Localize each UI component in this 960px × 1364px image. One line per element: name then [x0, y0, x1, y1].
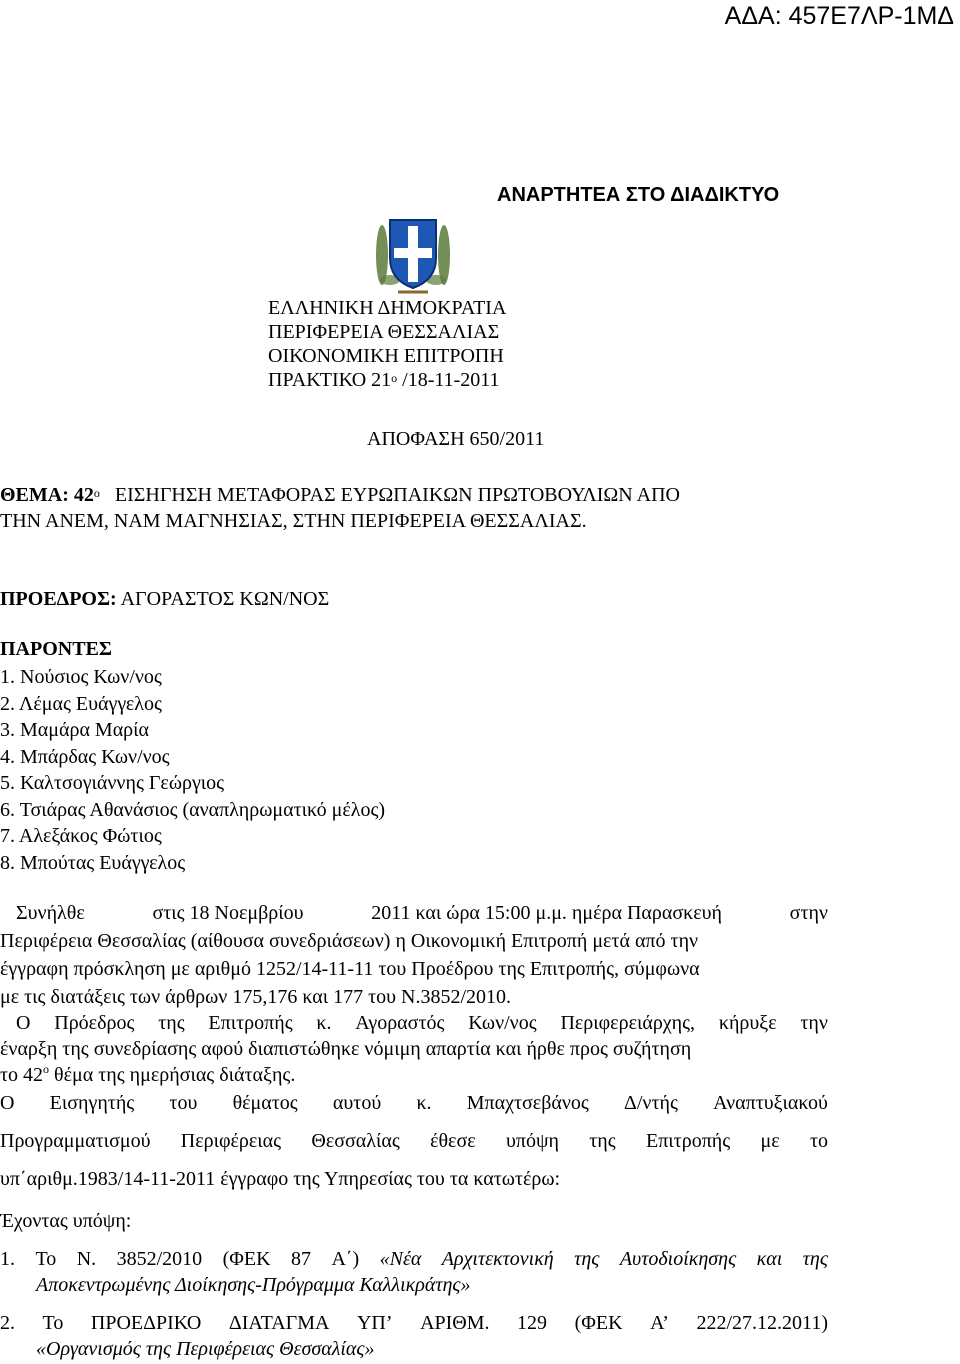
topic-text-2: ΤΗΝ ΑΝΕΜ, ΝΑΜ ΜΑΓΝΗΣΙΑΣ, ΣΤΗΝ ΠΕΡΙΦΕΡΕΙΑ ΘΕΣΣΑΛΙΑΣ. [0, 510, 587, 532]
present-label: ΠΑΡΟΝΤΕΣ [0, 638, 112, 660]
paragraph-1-line-4: με τις διατάξεις των άρθρων 175,176 και 177 του Ν.3852/2010. [0, 986, 512, 1008]
committee-name: ΟΙΚΟΝΟΜΙΚΗ ΕΠΙΤΡΟΠΗ [268, 345, 504, 367]
member-item: 5. Καλτσογιάννης Γεώργιος [0, 772, 225, 794]
member-item: 4. Μπάρδας Κων/νος [0, 745, 170, 768]
item-1-line-1: 1. Το Ν. 3852/2010 (ΦΕΚ 87 Α΄) «Νέα Αρχιτεκτονική της Αυτοδιοίκησης και της [0, 1248, 828, 1270]
decision-number: ΑΠΟΦΑΣΗ 650/2011 [367, 428, 545, 450]
paragraph-2-line-3: το $42^o$ θέμα της ημερήσιας διάταξης. [0, 1062, 296, 1086]
chair-line [0, 588, 329, 611]
item-2-line-1: 2. Το ΠΡΟΕΔΡΙΚΟ ΔΙΑΤΑΓΜΑ ΥΠ’ ΑΡΙΘΜ. 129 (ΦΕΚ Α’ 222/27.12.2011) [0, 1312, 828, 1334]
paragraph-1-line-2: Περιφέρεια Θεσσαλίας (αίθουσα συνεδριάσεων) η Οικονομική Επιτροπή μετά από την [0, 930, 699, 952]
minutes-reference [268, 368, 506, 392]
paragraph-1-line-1: Συνήλθε στις 18 Νοεμβρίου 2011 και ώρα 15:00 μ.μ. ημέρα Παρασκευή στην [16, 902, 828, 924]
item-1-line-2: Αποκεντρωμένης Διοίκησης-Πρόγραμμα Καλλικράτης» [36, 1274, 471, 1296]
region-name: ΠΕΡΙΦΕΡΕΙΑ ΘΕΣΣΑΛΙΑΣ [268, 321, 500, 343]
member-item: 6. Τσιάρας Αθανάσιος (αναπληρωματικό μέλος) [0, 798, 386, 821]
topic-text-1: ΕΙΣΗΓΗΣΗ ΜΕΤΑΦΟΡΑΣ ΕΥΡΩΠΑΙΚΩΝ ΠΡΩΤΟΒΟΥΛΙΩΝ ΑΠΟ [114, 484, 680, 506]
member-item: 7. Αλεξάκος Φώτιος [0, 825, 162, 847]
topic-line-1 [0, 482, 680, 508]
issuer-header [268, 296, 506, 392]
republic-name: ΕΛΛΗΝΙΚΗ ΔΗΜΟΚΡΑΤΙΑ [268, 297, 507, 319]
minutes-superscript: ο [391, 371, 398, 385]
paragraph-1-line-3: έγγραφη πρόσκληση με αριθμό 1252/14-11-11 του Προέδρου της Επιτροπής, σύμφωνα [0, 958, 700, 980]
posted-online-note: ΑΝΑΡΤΗΤΕΑ ΣΤΟ ΔΙΑΔΙΚΤΥΟ [497, 184, 780, 206]
member-item: 8. Μπούτας Ευάγγελος [0, 851, 186, 874]
member-item: 3. Μαμάρα Μαρία [0, 719, 150, 741]
minutes-prefix: ΠΡΑΚΤΙΚΟ 21 [268, 369, 392, 391]
topic-label: ΘΕΜΑ: 42 [0, 484, 94, 506]
minutes-date: /18-11-2011 [397, 369, 500, 391]
paragraph-3-line-3: υπ΄αριθμ.1983/14-11-2011 έγγραφο της Υπηρεσίας του τα κατωτέρω: [0, 1168, 561, 1190]
chair-label: ΠΡΟΕΔΡΟΣ: [0, 588, 117, 610]
paragraph-2-line-1: Ο Πρόεδρος της Επιτροπής κ. Αγοραστός Κων/νος Περιφερειάρχης, κήρυξε την [16, 1012, 828, 1034]
topic-block [0, 482, 680, 534]
member-item: 2. Λέμας Ευάγγελος [0, 692, 162, 715]
paragraph-2-line-2: έναρξη της συνεδρίασης αφού διαπιστώθηκε νόμιμη απαρτία και ήρθε προς συζήτηση [0, 1038, 692, 1060]
topic-superscript: ο [93, 486, 100, 500]
paragraph-3-line-2: Προγραμματισμού Περιφέρειας Θεσσαλίας έθεσε υπόψη της Επιτροπής με το [0, 1130, 828, 1152]
members-list [0, 664, 385, 876]
item-2-line-2: «Οργανισμός της Περιφέρειας Θεσσαλίας» [36, 1338, 375, 1360]
greek-coat-of-arms-icon [370, 210, 456, 296]
member-item: 1. Νούσιος Κων/νος [0, 666, 162, 688]
considering-label: Έχοντας υπόψη: [0, 1210, 132, 1232]
ada-code: ΑΔΑ: 457Ε7ΛΡ-1ΜΔ [724, 2, 954, 30]
chair-name: ΑΓΟΡΑΣΤΟΣ ΚΩΝ/ΝΟΣ [116, 588, 330, 610]
paragraph-3-line-1: Ο Εισηγητής του θέματος αυτού κ. Μπαχτσεβάνος Δ/ντής Αναπτυξιακού [0, 1092, 828, 1114]
